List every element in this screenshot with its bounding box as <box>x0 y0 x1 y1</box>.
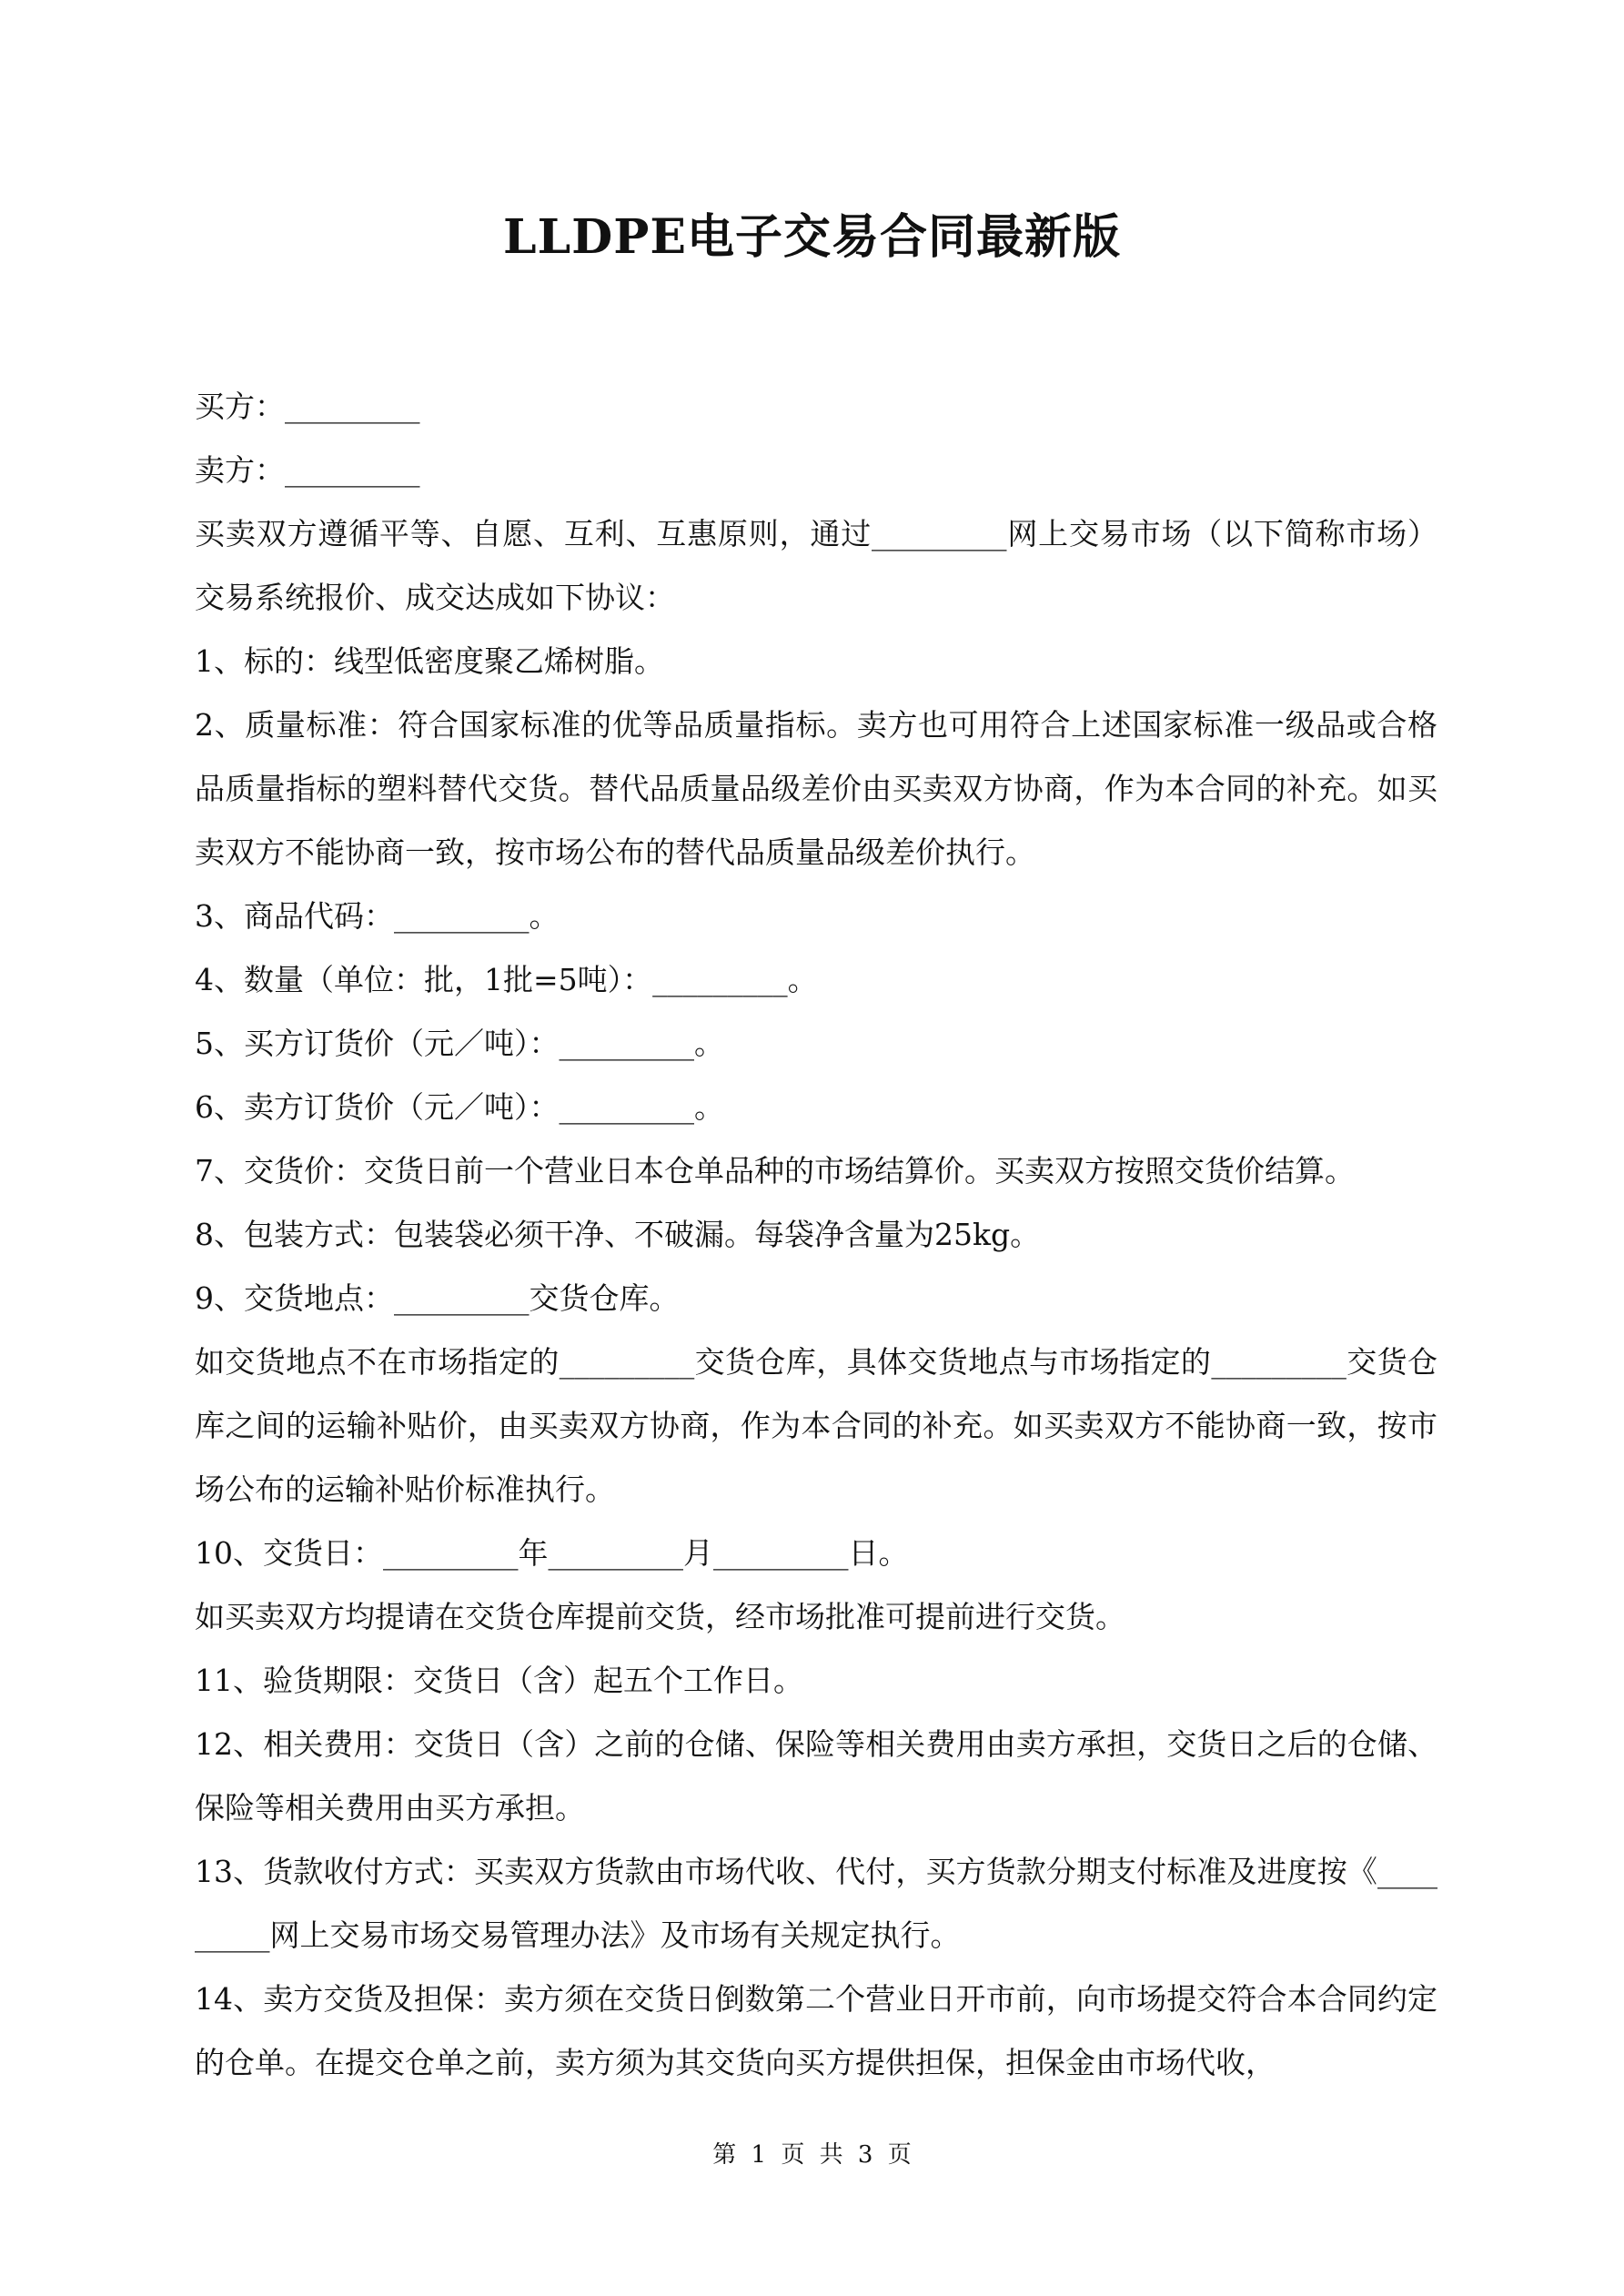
page-footer: 第 1 页 共 3 页 <box>712 2141 912 2169</box>
clause-seller-delivery-guarantee: 14、卖方交货及担保：卖方须在交货日倒数第二个营业日开市前，向市场提交符合本合同约定的仓单。在提交仓单之前，卖方须为其交货向买方提供担保，担保金由市场代收， <box>195 1981 1437 2080</box>
preamble-paragraph: 买卖双方遵循平等、自愿、互利、互惠原则，通过_________网上交易市场（以下简称市场）交易系统报价、成交达成如下协议： <box>195 516 1437 615</box>
clause-product-code: 3、商品代码：_________。 <box>195 898 560 934</box>
clause-delivery-location: 9、交货地点：_________交货仓库。 <box>195 1280 680 1316</box>
seller-line: 卖方：_________ <box>195 452 420 488</box>
clause-quality-standard: 2、质量标准：符合国家标准的优等品质量指标。卖方也可用符合上述国家标准一级品或合格品质量指标的塑料替代交货。替代品质量品级差价由买卖双方协商，作为本合同的补充。如买卖双方不能协商一致，按市场公布的替代品质量品级差价执行。 <box>195 707 1437 870</box>
delivery-date-note: 如买卖双方均提请在交货仓库提前交货，经市场批准可提前进行交货。 <box>195 1599 1125 1634</box>
clause-seller-price: 6、卖方订货价（元／吨）：_________。 <box>195 1089 724 1125</box>
clause-inspection-period: 11、验货期限：交货日（含）起五个工作日。 <box>195 1663 803 1698</box>
buyer-line: 买方：_________ <box>195 389 420 424</box>
clause-related-costs: 12、相关费用：交货日（含）之前的仓储、保险等相关费用由卖方承担，交货日之后的仓储、保险等相关费用由买方承担。 <box>195 1726 1437 1826</box>
clause-subject-matter: 1、标的：线型低密度聚乙烯树脂。 <box>195 643 664 679</box>
document-title: LLDPE电子交易合同最新版 <box>503 209 1121 265</box>
clause-quantity: 4、数量（单位：批，1批=5吨）：_________。 <box>195 962 818 997</box>
delivery-location-note: 如交货地点不在市场指定的_________交货仓库，具体交货地点与市场指定的_________交货仓库之间的运输补贴价，由买卖双方协商，作为本合同的补充。如买卖双方不能协商一致，按市场公布的运输补贴价标准执行。 <box>195 1344 1437 1507</box>
clause-buyer-price: 5、买方订货价（元／吨）：_________。 <box>195 1026 724 1061</box>
clause-delivery-date: 10、交货日：_________年_________月_________日。 <box>195 1535 909 1571</box>
contract-body <box>195 375 1437 2095</box>
clause-packaging: 8、包装方式：包装袋必须干净、不破漏。每袋净含量为25kg。 <box>195 1217 1041 1252</box>
clause-payment-method: 13、货款收付方式：买卖双方货款由市场代收、代付，买方货款分期支付标准及进度按《_________网上交易市场交易管理办法》及市场有关规定执行。 <box>195 1854 1437 1953</box>
clause-delivery-price: 7、交货价：交货日前一个营业日本仓单品种的市场结算价。买卖双方按照交货价结算。 <box>195 1153 1355 1188</box>
